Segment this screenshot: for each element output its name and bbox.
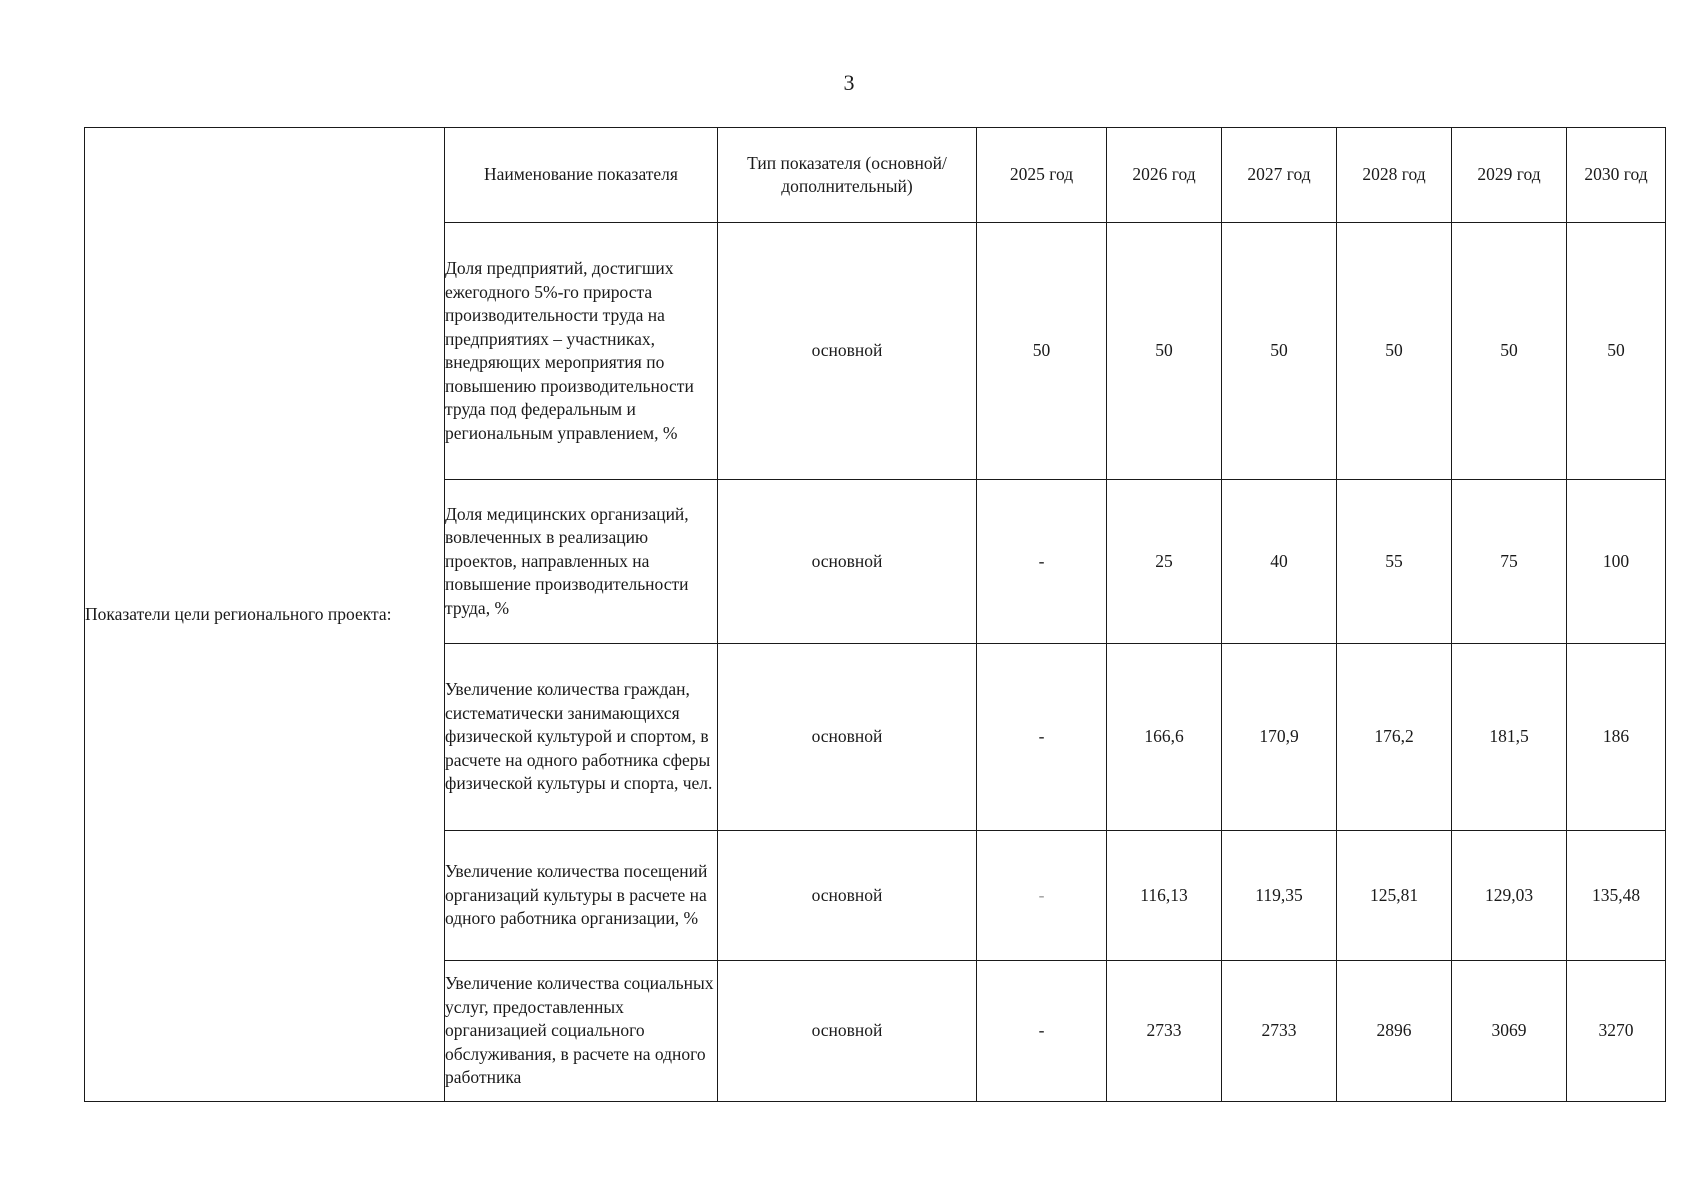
- value-2027: 2733: [1222, 961, 1337, 1102]
- value-2025: -: [977, 480, 1107, 644]
- value-2026: 166,6: [1107, 644, 1222, 831]
- page-number: 3: [843, 70, 855, 95]
- value-2030: 50: [1567, 223, 1666, 480]
- value-2026: 116,13: [1107, 831, 1222, 961]
- value-2026: 25: [1107, 480, 1222, 644]
- indicator-name: Увеличение количества посещений организаций культуры в расчете на одного работника организации, %: [445, 831, 718, 961]
- value-2025: -: [977, 831, 1107, 961]
- indicator-name: Увеличение количества граждан, систематически занимающихся физической культурой и спортом, в расчете на одного работника сферы физической культуры и спорта, чел.: [445, 644, 718, 831]
- indicator-type: основной: [718, 961, 977, 1102]
- header-year-2027: 2027 год: [1222, 128, 1337, 223]
- header-year-2030: 2030 год: [1567, 128, 1666, 223]
- value-2028: 50: [1337, 223, 1452, 480]
- value-2028: 125,81: [1337, 831, 1452, 961]
- value-2029: 75: [1452, 480, 1567, 644]
- value-2025: 50: [977, 223, 1107, 480]
- value-2028: 2896: [1337, 961, 1452, 1102]
- section-label: Показатели цели регионального проекта:: [85, 128, 445, 1102]
- value-2027: 170,9: [1222, 644, 1337, 831]
- header-indicator-type: Тип показателя (основной/ дополнительный): [718, 128, 977, 223]
- value-2028: 176,2: [1337, 644, 1452, 831]
- indicator-name: Увеличение количества социальных услуг, предоставленных организацией социального обслуживания, в расчете на одного работника: [445, 961, 718, 1102]
- value-2030: 3270: [1567, 961, 1666, 1102]
- value-2025: -: [977, 961, 1107, 1102]
- header-indicator-name: Наименование показателя: [445, 128, 718, 223]
- indicator-type: основной: [718, 644, 977, 831]
- value-2030: 100: [1567, 480, 1666, 644]
- value-2026: 2733: [1107, 961, 1222, 1102]
- value-2029: 181,5: [1452, 644, 1567, 831]
- header-year-2025: 2025 год: [977, 128, 1107, 223]
- table-header-row: [85, 128, 1666, 223]
- indicator-name: Доля медицинских организаций, вовлеченных в реализацию проектов, направленных на повышение производительности труда, %: [445, 480, 718, 644]
- value-2026: 50: [1107, 223, 1222, 480]
- header-year-2026: 2026 год: [1107, 128, 1222, 223]
- header-year-2029: 2029 год: [1452, 128, 1567, 223]
- value-2027: 119,35: [1222, 831, 1337, 961]
- indicator-type: основной: [718, 480, 977, 644]
- value-2029: 129,03: [1452, 831, 1567, 961]
- indicator-name: Доля предприятий, достигших ежегодного 5%-го прироста производительности труда на предприятиях – участниках, внедряющих мероприятия по повышению производительности труда под федеральным и региональным управлением, %: [445, 223, 718, 480]
- value-2027: 50: [1222, 223, 1337, 480]
- header-year-2028: 2028 год: [1337, 128, 1452, 223]
- indicators-table: [84, 127, 1666, 1102]
- value-2025: -: [977, 644, 1107, 831]
- value-2029: 3069: [1452, 961, 1567, 1102]
- value-2027: 40: [1222, 480, 1337, 644]
- value-2030: 135,48: [1567, 831, 1666, 961]
- value-2030: 186: [1567, 644, 1666, 831]
- indicator-type: основной: [718, 831, 977, 961]
- value-2029: 50: [1452, 223, 1567, 480]
- value-2028: 55: [1337, 480, 1452, 644]
- indicator-type: основной: [718, 223, 977, 480]
